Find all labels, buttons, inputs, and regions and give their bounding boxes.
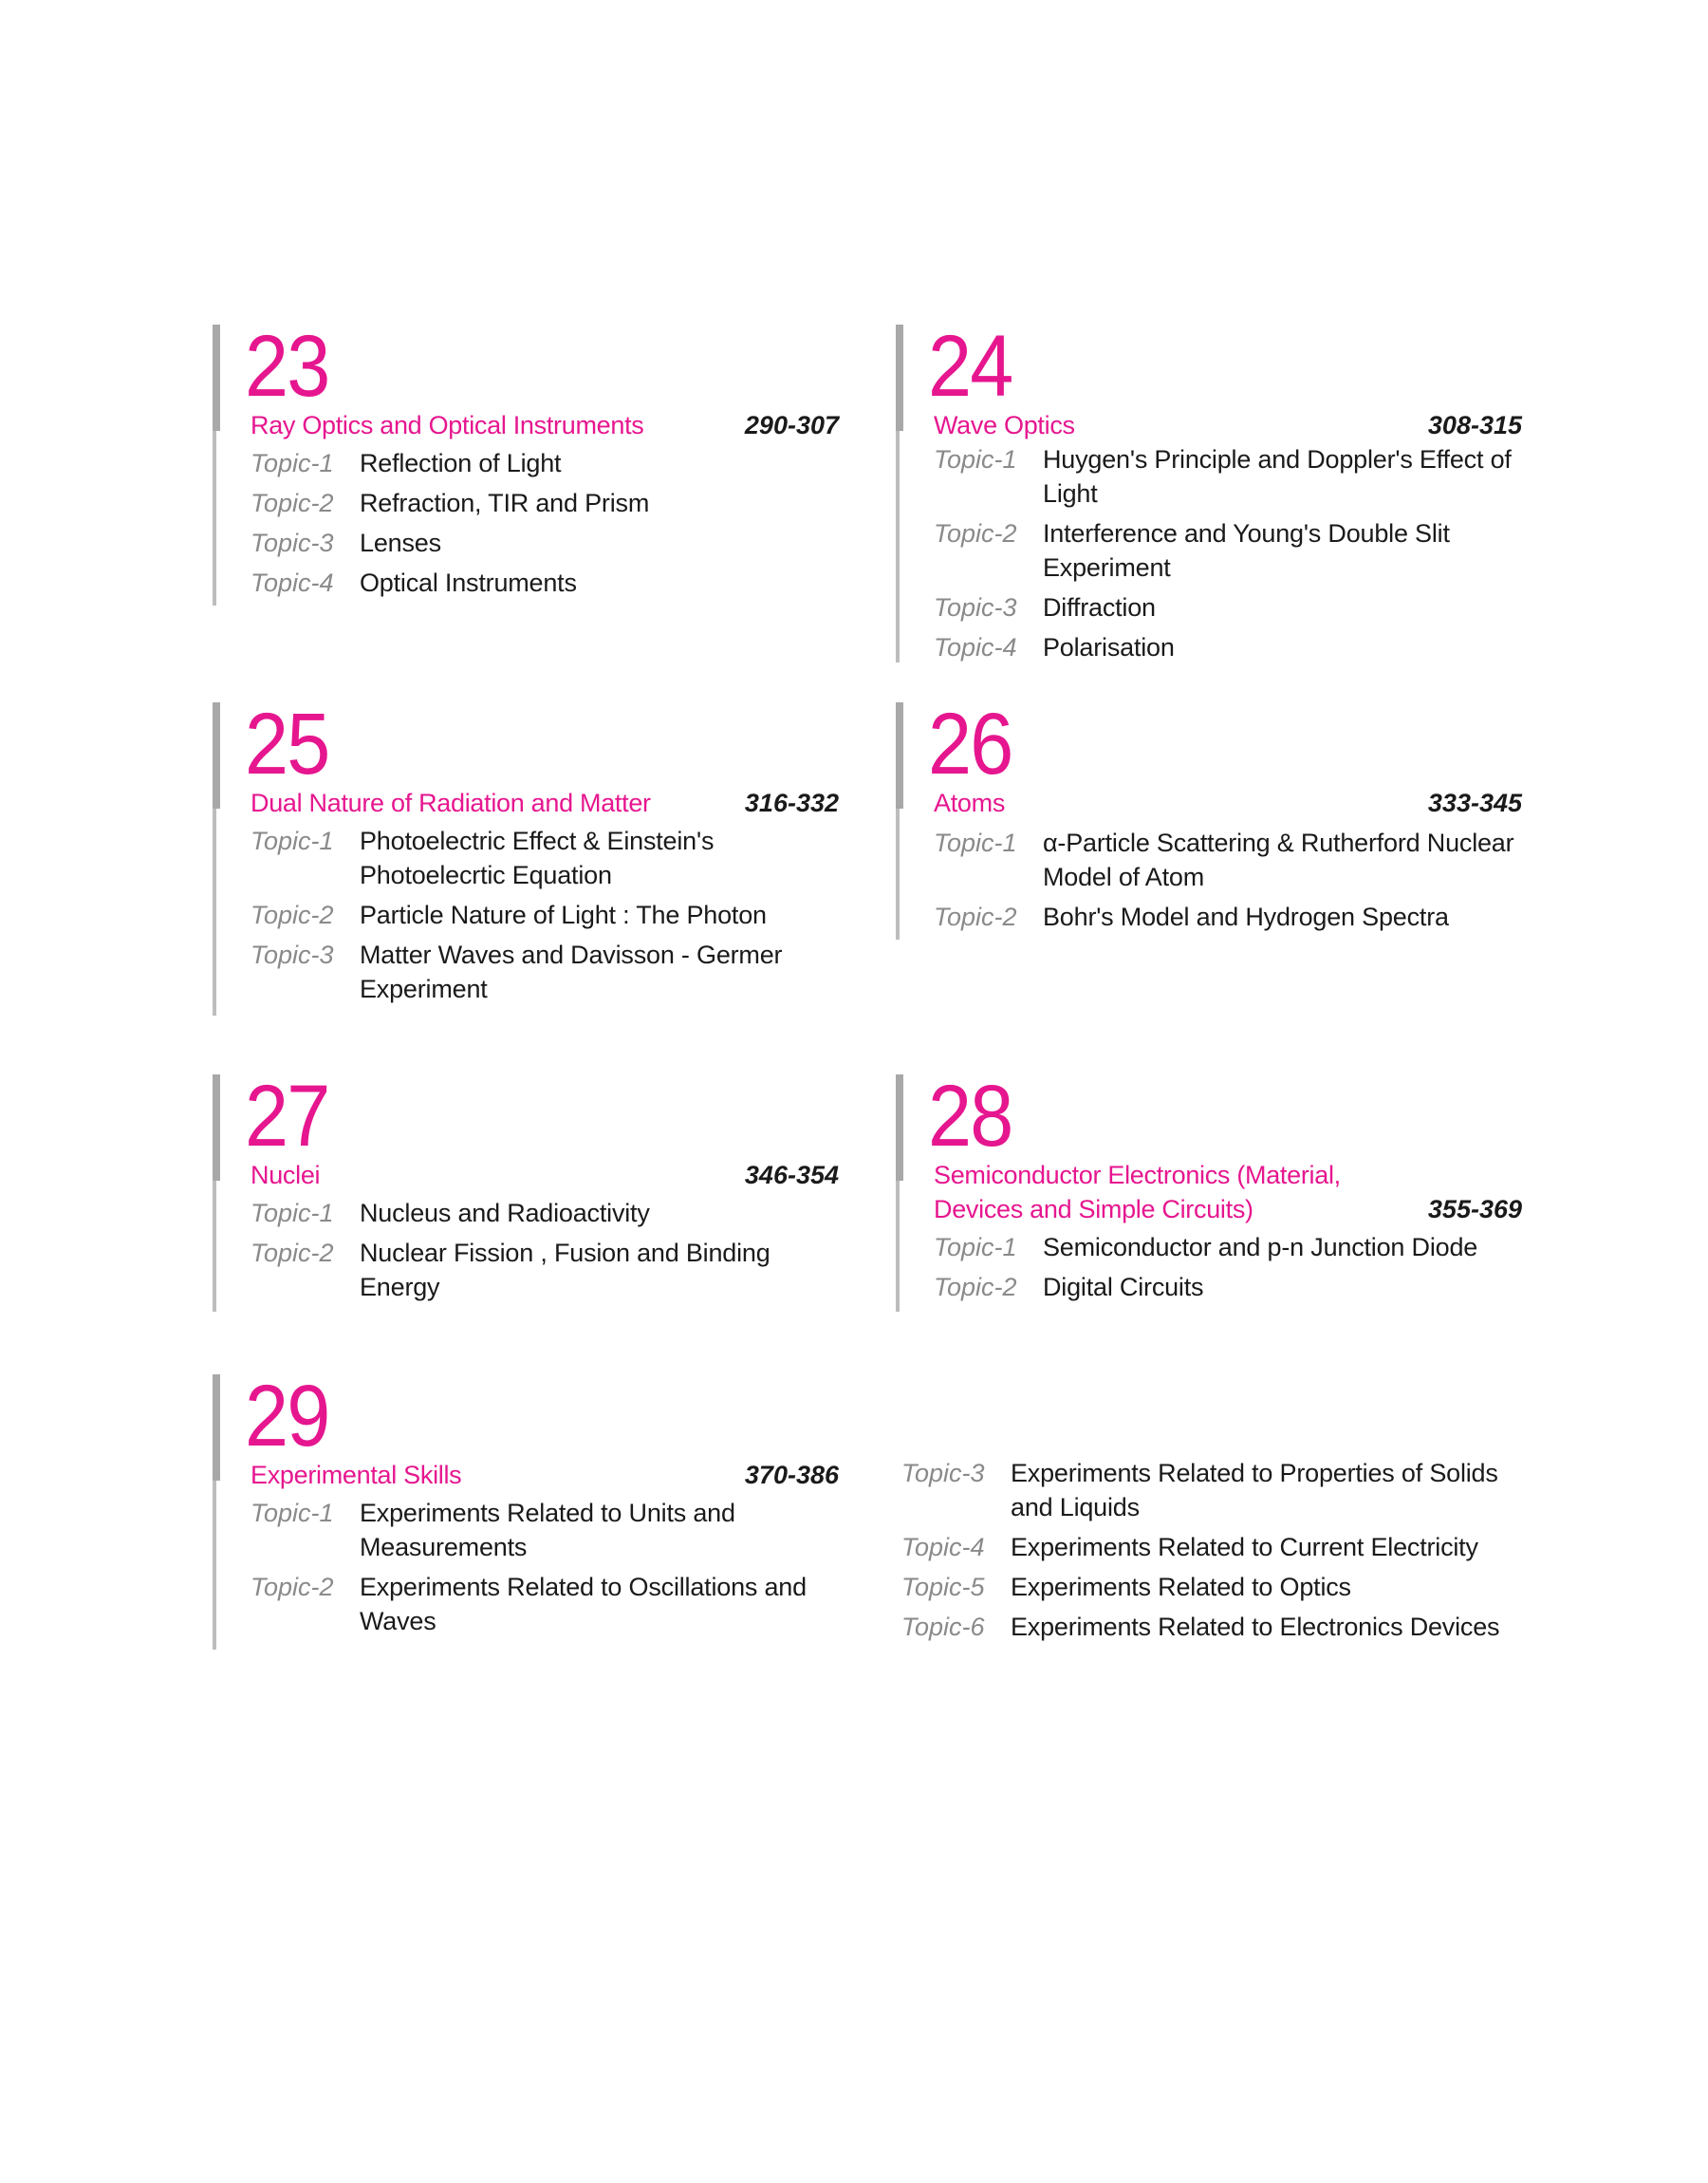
topic-list [251, 1196, 839, 1310]
chapter-title: Nuclei [251, 1161, 321, 1189]
topic-label: Topic-1 [251, 449, 334, 477]
chapter-number: 26 [928, 696, 1012, 793]
topic-list [251, 446, 839, 606]
topic-item [934, 900, 1522, 934]
chapter-side-bar-accent [213, 702, 220, 809]
topic-label: Topic-3 [934, 593, 1017, 622]
chapter-header [934, 408, 1522, 442]
topic-item [251, 526, 839, 560]
topic-item [251, 1196, 839, 1230]
topic-item [251, 824, 839, 892]
chapter-title: Wave Optics [934, 411, 1075, 439]
topic-list [934, 442, 1522, 670]
topic-list [251, 824, 839, 1012]
topic-item [901, 1610, 1537, 1644]
topic-item [901, 1570, 1537, 1604]
chapter-header [251, 786, 839, 820]
chapter-header [934, 1158, 1522, 1226]
topic-text: Huygen's Principle and Doppler's Effect of Light [1043, 445, 1512, 508]
topic-text: Experiments Related to Properties of Solids and Liquids [1011, 1459, 1498, 1521]
topic-text: Experiments Related to Current Electricity [1011, 1533, 1478, 1561]
topic-text: Lenses [360, 529, 441, 557]
topic-label: Topic-2 [251, 489, 334, 517]
topic-label: Topic-1 [934, 1233, 1017, 1261]
topic-label: Topic-2 [251, 1239, 334, 1267]
topic-item [251, 938, 839, 1006]
chapter-pages: 346-354 [744, 1161, 839, 1189]
chapter-26 [896, 696, 1522, 940]
topic-text: Optical Instruments [360, 569, 577, 597]
chapter-pages: 333-345 [1427, 789, 1522, 817]
topic-label: Topic-2 [251, 901, 334, 929]
topic-label: Topic-2 [251, 1573, 334, 1601]
topic-label: Topic-2 [934, 903, 1017, 931]
topic-text: Nucleus and Radioactivity [360, 1199, 650, 1227]
chapter-number: 25 [245, 696, 329, 793]
chapter-pages: 290-307 [744, 411, 839, 439]
chapter-24 [896, 318, 1522, 662]
topic-text: Photoelectric Effect & Einstein's Photoelecrtic Equation [360, 827, 715, 889]
topic-label: Topic-3 [901, 1459, 985, 1487]
topic-text: Diffraction [1043, 593, 1156, 622]
chapter-header [251, 1458, 839, 1492]
topic-label: Topic-4 [901, 1533, 985, 1561]
chapter-header [934, 786, 1522, 820]
topic-label: Topic-1 [251, 827, 334, 855]
topic-item [251, 446, 839, 480]
topic-item [251, 566, 839, 600]
topic-item [934, 590, 1522, 625]
topic-text: Refraction, TIR and Prism [360, 489, 650, 517]
chapter-header [251, 1158, 839, 1192]
chapter-pages: 316-332 [744, 789, 839, 817]
topic-item [251, 898, 839, 932]
chapter-number: 23 [245, 318, 329, 415]
topic-label: Topic-1 [251, 1499, 334, 1527]
topic-list [934, 1230, 1522, 1310]
topic-item [934, 1270, 1522, 1304]
chapter-number: 24 [928, 318, 1012, 415]
topic-label: Topic-2 [934, 1273, 1017, 1301]
chapter-pages: 355-369 [1427, 1195, 1522, 1223]
topic-list [934, 826, 1522, 940]
topic-text: Experiments Related to Electronics Devices [1011, 1613, 1500, 1641]
topic-label: Topic-1 [934, 445, 1017, 474]
chapter-title: Ray Optics and Optical Instruments [251, 411, 644, 439]
topic-text: Experiments Related to Oscillations and Waves [360, 1573, 807, 1635]
chapter-side-bar-accent [213, 1074, 220, 1181]
topic-item [934, 442, 1522, 511]
chapter-number: 29 [245, 1368, 329, 1465]
chapter-side-bar-accent [896, 325, 903, 431]
topic-label: Topic-6 [901, 1613, 985, 1641]
chapter-25 [213, 696, 839, 1016]
topic-text: Reflection of Light [360, 449, 562, 477]
topic-text: Nuclear Fission , Fusion and Binding Energy [360, 1239, 770, 1301]
chapter-title: Experimental Skills [251, 1461, 462, 1489]
chapter-23 [213, 318, 839, 606]
topic-label: Topic-4 [251, 569, 334, 597]
topic-text: Digital Circuits [1043, 1273, 1204, 1301]
topic-item [934, 516, 1522, 585]
topic-item [934, 826, 1522, 894]
topic-text: Experiments Related to Optics [1011, 1573, 1351, 1601]
chapter-29-topic-list-continued [901, 1456, 1537, 1650]
topic-text: α-Particle Scattering & Rutherford Nuclear Model of Atom [1043, 829, 1514, 891]
chapter-27 [213, 1068, 839, 1312]
chapter-28 [896, 1068, 1522, 1312]
topic-label: Topic-2 [934, 519, 1017, 548]
topic-text: Polarisation [1043, 633, 1175, 662]
topic-label: Topic-3 [251, 941, 334, 969]
chapter-side-bar-accent [213, 1374, 220, 1481]
chapter-29 [213, 1368, 839, 1650]
chapter-side-bar-accent [213, 325, 220, 431]
chapter-pages: 370-386 [744, 1461, 839, 1489]
chapter-header [251, 408, 839, 442]
topic-label: Topic-5 [901, 1573, 985, 1601]
topic-item [934, 630, 1522, 664]
topic-text: Bohr's Model and Hydrogen Spectra [1043, 903, 1449, 931]
topic-item [251, 1236, 839, 1304]
topic-item [934, 1230, 1522, 1264]
topic-text: Matter Waves and Davisson - Germer Experiment [360, 941, 783, 1003]
chapter-pages: 308-315 [1427, 411, 1522, 439]
topic-text: Semiconductor and p-n Junction Diode [1043, 1233, 1478, 1261]
chapter-title: Dual Nature of Radiation and Matter [251, 789, 651, 817]
chapter-title: Semiconductor Electronics (Material, Devices and Simple Circuits) [934, 1161, 1341, 1223]
topic-list [251, 1496, 839, 1644]
topic-label: Topic-4 [934, 633, 1017, 662]
topic-item [251, 486, 839, 520]
topic-text: Particle Nature of Light : The Photon [360, 901, 767, 929]
topic-text: Experiments Related to Units and Measurements [360, 1499, 735, 1561]
chapter-side-bar-accent [896, 1074, 903, 1181]
topic-item [251, 1496, 839, 1564]
chapter-number: 27 [245, 1068, 329, 1165]
topic-text: Interference and Young's Double Slit Experiment [1043, 519, 1450, 582]
topic-item [901, 1456, 1537, 1524]
topic-item [901, 1530, 1537, 1564]
topic-label: Topic-3 [251, 529, 334, 557]
topic-label: Topic-1 [251, 1199, 334, 1227]
chapter-side-bar-accent [896, 702, 903, 809]
topic-item [251, 1570, 839, 1638]
topic-label: Topic-1 [934, 829, 1017, 857]
chapter-title: Atoms [934, 789, 1006, 817]
chapter-number: 28 [928, 1068, 1012, 1165]
